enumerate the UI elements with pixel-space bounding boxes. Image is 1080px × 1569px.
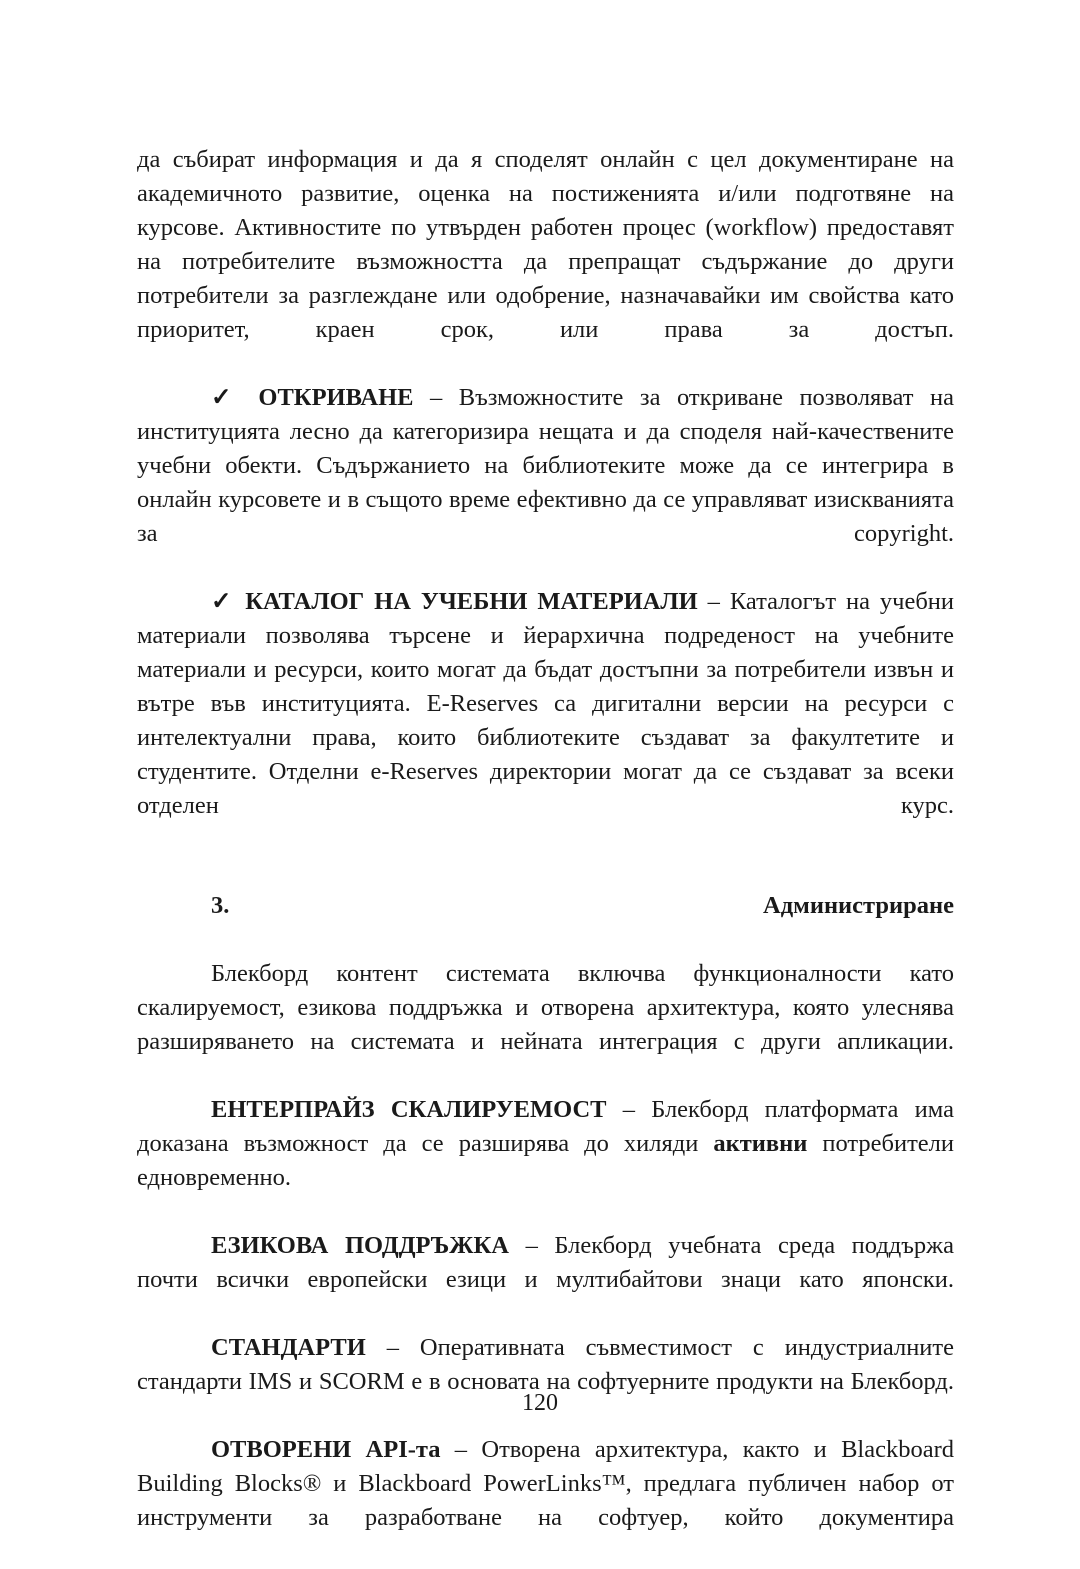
paragraph-language <box>137 1229 954 1331</box>
term-discovery: ОТКРИВАНЕ <box>258 384 414 411</box>
section-heading: 3. Администриране <box>211 892 954 919</box>
paragraph-administration: Блекборд контент системата включва функционалности като скалируемост, езикова поддръжка и отворена архитектура, която улеснява разширяването на системата и нейната интеграция с други апликации. <box>137 960 954 1055</box>
paragraph-catalog <box>137 585 954 857</box>
term-active: активни <box>713 1130 808 1157</box>
term-scalability: ЕНТЕРПРАЙЗ СКАЛИРУЕМОСТ <box>211 1096 607 1123</box>
text-discovery: – Възможностите за откриване позволяват на институцията лесно да категоризира нещата и да споделя най-качествените учебни обекти. Съдържанието на библиотеките може да се интегрира в онлайн курсовете и в същото време ефективно да се управляват изискванията за copyright. <box>137 384 954 547</box>
page-body <box>137 143 954 1569</box>
text-language: – Блекборд учебната среда поддържа почти всички европейски езици и мултибайтови знаци като японски. <box>137 1232 954 1293</box>
paragraph-scalability <box>137 1093 954 1229</box>
text-catalog: – Каталогът на учебни материали позволява търсене и йерархична подреденост на учебните материали и ресурси, които могат да бъдат достъпни за потребители извън и вътре във институцията. E-Reserves са дигитални версии на ресурси с интелектуални права, които библиотеките създават за факултетите и студентите. Отделни e-Reserves директории могат да се създават за всеки отделен курс. <box>137 588 955 819</box>
page-number: 120 <box>522 1390 558 1416</box>
paragraph-open-api <box>137 1433 954 1569</box>
checkmark-icon: ✓ <box>211 384 242 411</box>
text-open-api: – Отворена архитектура, както и Blackboard Building Blocks® и Blackboard PowerLinks™, предлага публичен набор от инструменти за разработване на софтуер, който документира <box>137 1436 955 1531</box>
checkmark-icon: ✓ <box>211 588 236 615</box>
term-standards: СТАНДАРТИ <box>211 1334 366 1361</box>
paragraph-intro: да събират информация и да я споделят онлайн с цел документиране на академичното развитие, оценка на постиженията и/или подготвяне на курсове. Активностите по утвърден работен процес (workflow) предоставят на потребителите възможността да препращат съдържание до други потребители за разглеждане или одобрение, назначавайки им свойства като приоритет, краен срок, или права за достъп. <box>137 146 954 343</box>
term-catalog: КАТАЛОГ НА УЧЕБНИ МАТЕРИАЛИ <box>245 588 698 615</box>
text-standards: – Оперативната съвместимост с индустриалните стандарти IMS и SCORM е в основата на софтуерните продукти на Блекборд. <box>137 1334 954 1395</box>
term-language: ЕЗИКОВА ПОДДРЪЖКА <box>211 1232 509 1259</box>
paragraph-discovery <box>137 381 954 585</box>
text-scalability-a: – Блекборд платформата има доказана възможност да се разширява до хиляди <box>137 1096 954 1157</box>
text-scalability-b: потребители едновременно. <box>137 1130 954 1191</box>
term-open-api: ОТВОРЕНИ API-та <box>211 1436 441 1463</box>
